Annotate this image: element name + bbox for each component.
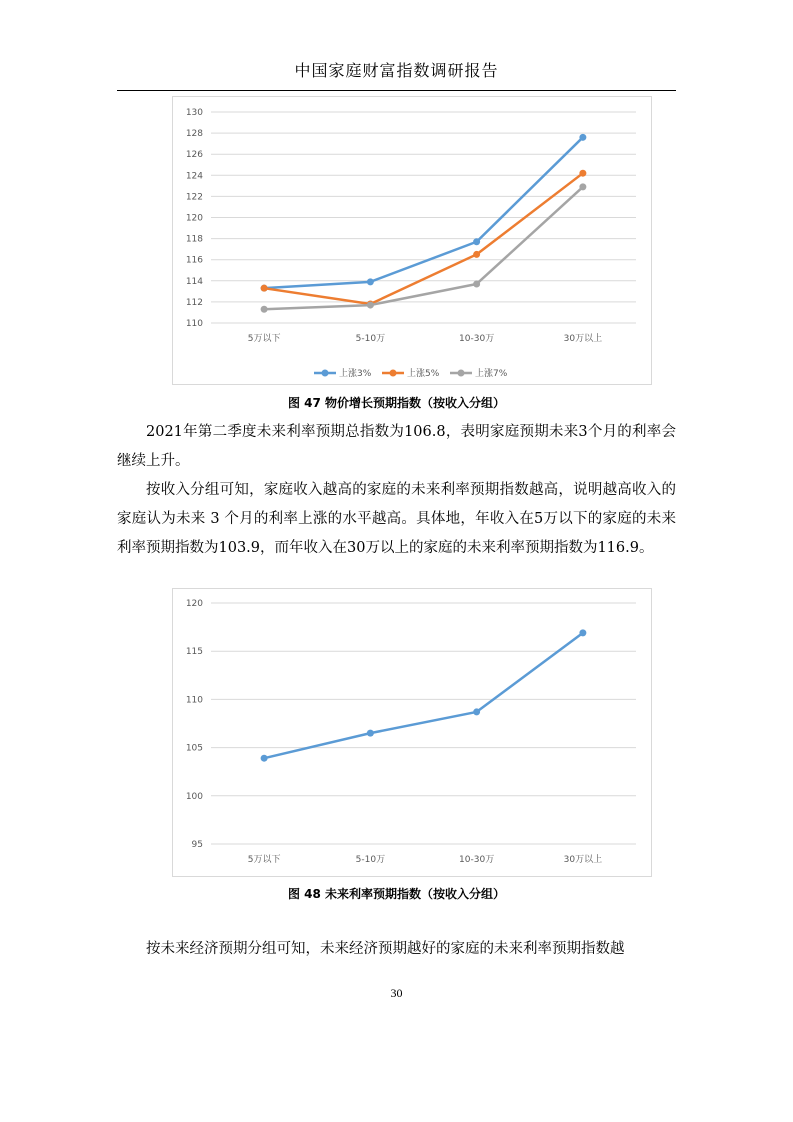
chart-interest-rate-expectation xyxy=(172,588,652,877)
x-tick-label: 10-30万 xyxy=(459,334,495,344)
y-tick-label: 130 xyxy=(185,108,203,118)
y-tick-label: 124 xyxy=(185,171,203,182)
y-tick-label: 118 xyxy=(185,234,203,245)
data-point xyxy=(473,280,480,287)
y-tick-label: 116 xyxy=(185,255,203,266)
running-header: 中国家庭财富指数调研报告 xyxy=(294,61,499,80)
data-point xyxy=(579,134,586,141)
x-tick-label: 5-10万 xyxy=(355,334,386,344)
y-tick-label: 122 xyxy=(185,192,203,203)
legend-marker xyxy=(458,370,465,377)
x-tick-label: 10-30万 xyxy=(459,855,495,865)
page-number: 30 xyxy=(390,986,403,1000)
y-tick-label: 120 xyxy=(185,599,203,609)
data-point xyxy=(367,302,374,309)
y-tick-label: 110 xyxy=(185,319,203,329)
y-tick-label: 112 xyxy=(185,297,203,308)
y-tick-label: 115 xyxy=(185,647,203,658)
y-tick-label: 126 xyxy=(185,150,203,161)
paragraph-interest-total: 2021年第二季度未来利率预期总指数为106.8，表明家庭预期未来3个月的利率会继续上升。 xyxy=(117,424,676,469)
x-tick-label: 5万以下 xyxy=(247,334,281,344)
paragraph-economy-expectation: 按未来经济预期分组可知，未来经济预期越好的家庭的未来利率预期指数越 xyxy=(146,941,625,957)
chart1-plot xyxy=(173,97,651,384)
data-point xyxy=(261,755,268,762)
data-point xyxy=(473,708,480,715)
legend-label: 上涨3% xyxy=(339,369,372,379)
legend-marker xyxy=(390,370,397,377)
x-tick-label: 5万以下 xyxy=(247,855,281,865)
y-tick-label: 120 xyxy=(185,213,203,224)
y-tick-label: 114 xyxy=(185,276,203,287)
y-tick-label: 128 xyxy=(185,129,203,140)
data-point xyxy=(367,730,374,737)
chart-price-growth-expectation xyxy=(172,96,652,385)
series-line xyxy=(264,187,583,309)
x-tick-label: 5-10万 xyxy=(355,855,386,865)
y-tick-label: 105 xyxy=(185,743,203,754)
x-tick-label: 30万以上 xyxy=(563,855,603,865)
legend-label: 上涨7% xyxy=(475,369,508,379)
y-tick-label: 110 xyxy=(185,695,203,706)
data-point xyxy=(261,285,268,292)
figure-48-caption: 图 48 未来利率预期指数（按收入分组） xyxy=(287,887,506,901)
data-point xyxy=(367,278,374,285)
figure-47-caption: 图 47 物价增长预期指数（按收入分组） xyxy=(287,396,506,410)
header-rule xyxy=(117,90,676,91)
y-tick-label: 95 xyxy=(191,840,203,850)
y-tick-label: 100 xyxy=(185,791,203,802)
legend-marker xyxy=(322,370,329,377)
chart2-plot xyxy=(173,589,651,876)
data-point xyxy=(579,183,586,190)
series-line xyxy=(264,137,583,288)
legend-label: 上涨5% xyxy=(407,369,440,379)
data-point xyxy=(261,306,268,313)
x-tick-label: 30万以上 xyxy=(563,334,603,344)
data-point xyxy=(579,629,586,636)
data-point xyxy=(473,251,480,258)
data-point xyxy=(473,238,480,245)
data-point xyxy=(579,170,586,177)
paragraph-interest-income: 按收入分组可知，家庭收入越高的家庭的未来利率预期指数越高，说明越高收入的家庭认为未来 3 个月的利率上涨的水平越高。具体地，年收入在5万以下的家庭的未来利率预期指数为103.9，而年收入在30万以上的家庭的未来利率预期指数为116.9。 xyxy=(117,482,676,556)
